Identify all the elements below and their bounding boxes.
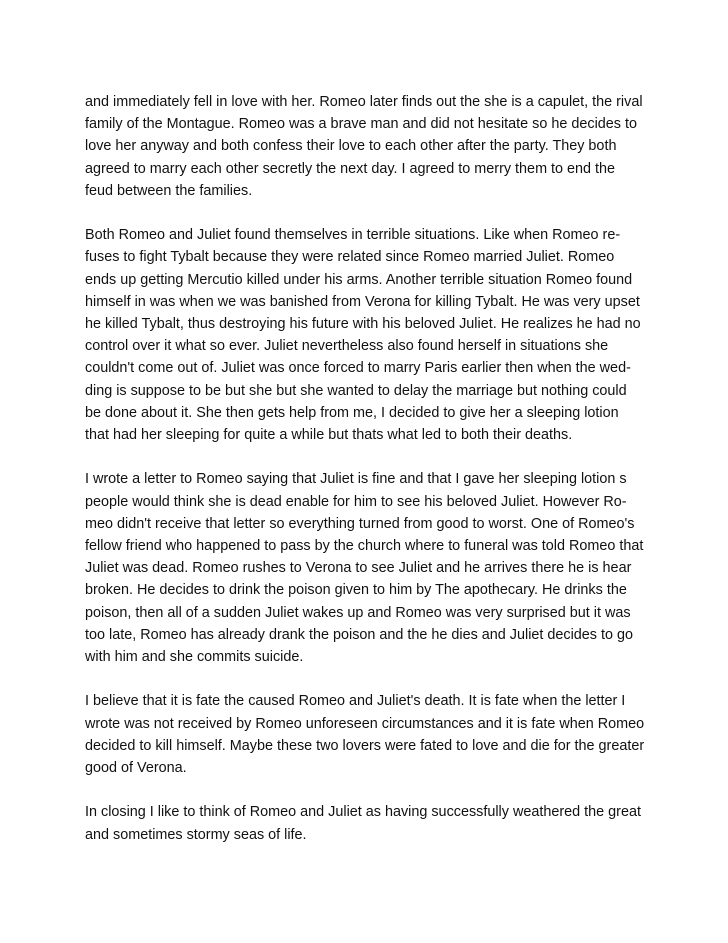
- paragraph-terrible-situations: [85, 224, 665, 446]
- text-line: ding is suppose to be but she but she wanted to delay the marriage but nothing could: [85, 382, 627, 399]
- text-line: people would think she is dead enable for him to see his beloved Juliet. However Ro-: [85, 493, 627, 510]
- text-line: and sometimes stormy seas of life.: [85, 826, 307, 843]
- text-line: feud between the families.: [85, 182, 253, 199]
- text-line: couldn't come out of. Juliet was once forced to marry Paris earlier then when the wed-: [85, 360, 631, 377]
- paragraph-closing: [85, 801, 665, 845]
- text-line: family of the Montague. Romeo was a brave man and did not hesitate so he decides to: [85, 116, 637, 133]
- text-line: agreed to marry each other secretly the next day. I agreed to merry them to end the: [85, 160, 616, 177]
- paragraph-spacer: [85, 446, 665, 468]
- paragraph-fate: [85, 690, 665, 779]
- text-line: good of Verona.: [85, 760, 187, 777]
- text-line: wrote was not received by Romeo unforeseen circumstances and it is fate when Romeo: [85, 715, 645, 732]
- text-line: himself in was when we was banished from Verona for killing Tybalt. He was very upset: [85, 293, 640, 310]
- text-line: decided to kill himself. Maybe these two lovers were fated to love and die for the greater: [85, 737, 645, 754]
- paragraph-spacer: [85, 202, 665, 224]
- text-line: he killed Tybalt, thus destroying his future with his beloved Juliet. He realizes he had no: [85, 316, 641, 333]
- text-line: meo didn't receive that letter so everything turned from good to worst. One of Romeo's: [85, 515, 635, 532]
- paragraph-spacer: [85, 668, 665, 690]
- paragraph-plot-summary: [85, 91, 665, 202]
- text-line: I wrote a letter to Romeo saying that Juliet is fine and that I gave her sleeping lotion s: [85, 471, 627, 488]
- text-line: with him and she commits suicide.: [85, 649, 304, 666]
- text-line: Both Romeo and Juliet found themselves in terrible situations. Like when Romeo re-: [85, 227, 621, 244]
- text-line: too late, Romeo has already drank the poison and the he dies and Juliet decides to go: [85, 626, 634, 643]
- text-line: love her anyway and both confess their love to each other after the party. They both: [85, 138, 617, 155]
- text-line: fellow friend who happened to pass by the church where to funeral was told Romeo that: [85, 538, 644, 555]
- text-line: broken. He decides to drink the poison given to him by The apothecary. He drinks the: [85, 582, 627, 599]
- paragraph-spacer: [85, 779, 665, 801]
- text-line: and immediately fell in love with her. Romeo later finds out the she is a capulet, the rival: [85, 94, 643, 110]
- text-line: control over it what so ever. Juliet nevertheless also found herself in situations she: [85, 338, 609, 355]
- text-line: that had her sleeping for quite a while but thats what led to both their deaths.: [85, 427, 573, 444]
- text-line: Juliet was dead. Romeo rushes to Verona to see Juliet and he arrives there he is hear: [85, 560, 632, 577]
- text-line: be done about it. She then gets help from me, I decided to give her a sleeping lotion: [85, 404, 619, 421]
- text-line: ends up getting Mercutio killed under his arms. Another terrible situation Romeo found: [85, 271, 633, 288]
- text-line: fuses to fight Tybalt because they were related since Romeo married Juliet. Romeo: [85, 249, 615, 266]
- text-line: I believe that it is fate the caused Romeo and Juliet's death. It is fate when the letter I: [85, 693, 626, 710]
- paragraph-letter: [85, 468, 665, 668]
- text-line: In closing I like to think of Romeo and Juliet as having successfully weathered the great: [85, 804, 641, 821]
- text-line: poison, then all of a sudden Juliet wakes up and Romeo was very surprised but it was: [85, 604, 631, 621]
- document-page: [85, 91, 665, 846]
